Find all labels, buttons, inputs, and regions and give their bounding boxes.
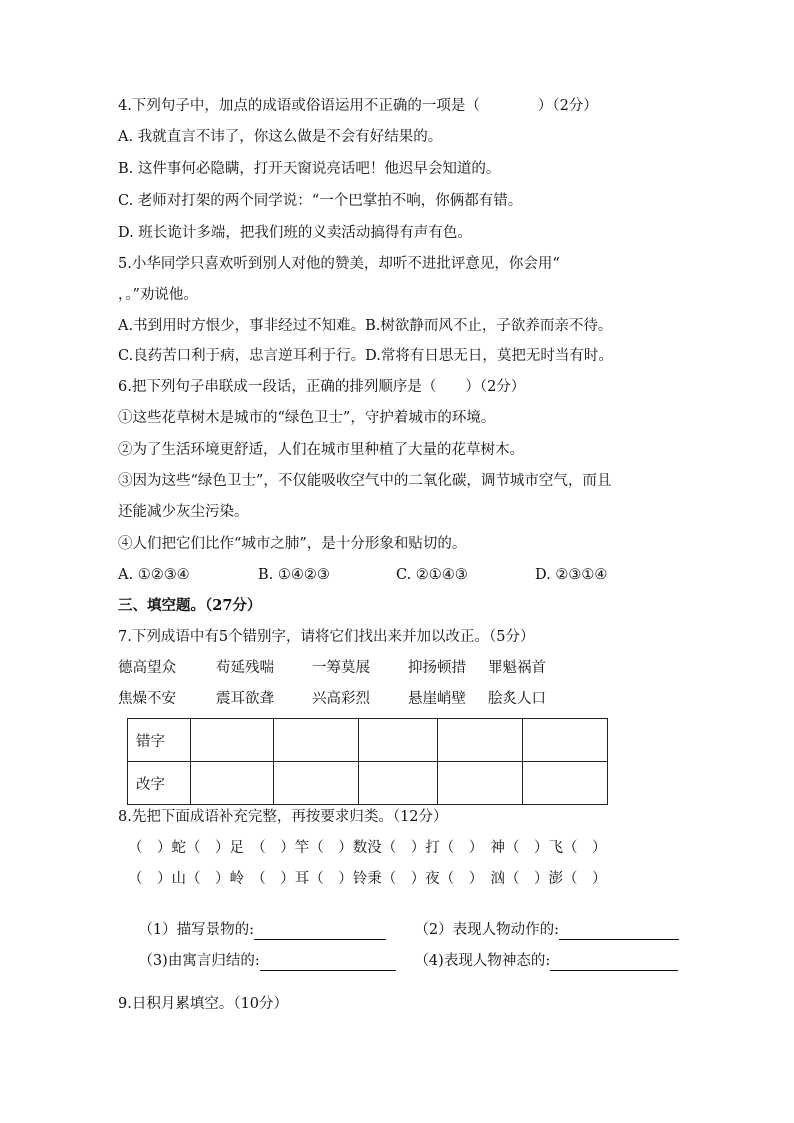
q7-idiom: 悬崖峭壁 (408, 691, 466, 707)
q4-option-d: D. 班长诡计多端，把我们班的义卖活动搞得有声有色。 (118, 225, 472, 241)
q7-idiom: 脍炙人口 (488, 691, 546, 707)
answer-cell[interactable] (359, 762, 438, 805)
answer-cell[interactable] (438, 762, 523, 805)
answer-cell[interactable] (274, 719, 359, 762)
category-3-label: （3)由寓言归结的: (138, 953, 260, 969)
q6-sentence-2: ②为了生活环境更舒适，人们在城市里种植了大量的花草树木。 (118, 442, 524, 458)
q9-stem: 9.日积月累填空。（10分） (118, 996, 289, 1012)
q7-idiom: 兴高彩烈 (312, 691, 370, 707)
q7-idiom: 焦燥不安 (118, 691, 176, 707)
table-row (128, 719, 608, 762)
q4-stem: 4.下列句子中，加点的成语或俗语运用不正确的一项是（ ）（2分） (118, 98, 598, 114)
q5-options-line2: C.良药苦口利于病，忠言逆耳利于行。D.常将有日思无日，莫把无时当有时。 (118, 348, 613, 364)
answer-cell[interactable] (274, 762, 359, 805)
q7-idiom: 德高望众 (118, 660, 176, 676)
q8-stem: 8.先把下面成语补充完整，再按要求归类。（12分） (118, 809, 448, 825)
answer-cell[interactable] (523, 719, 608, 762)
answer-cell[interactable] (191, 719, 274, 762)
wrong-char-label: 错字 (128, 719, 191, 762)
answer-blank[interactable] (550, 956, 678, 971)
category-4-label: （4)表现人物神态的: (414, 953, 551, 969)
answer-cell[interactable] (359, 719, 438, 762)
q6-sentence-4: ④人们把它们比作“城市之肺”，是十分形象和贴切的。 (118, 536, 467, 552)
q5-options-line1: A.书到用时方恨少，事非经过不知难。B.树欲静而风不止，子欲养而亲不待。 (118, 318, 613, 334)
q6-option-c: C. ②①④③ (396, 567, 468, 583)
q7-idiom: 震耳欲聋 (216, 691, 274, 707)
q6-option-b: B. ①④②③ (258, 567, 330, 583)
q7-idiom: 苟延残喘 (216, 660, 274, 676)
q6-sentence-3-line2: 还能减少灰尘污染。 (118, 504, 249, 520)
category-2-label: （2）表现人物动作的: (414, 922, 560, 938)
q4-option-a: A. 我就直言不讳了，你这么做是不会有好结果的。 (118, 129, 443, 145)
q6-sentence-3-line1: ③因为这些“绿色卫士”，不仅能吸收空气中的二氧化碳，调节城市空气，而且 (118, 473, 612, 489)
q7-idiom: 一筹莫展 (312, 660, 370, 676)
table-row (128, 762, 608, 805)
q5-stem-line1: 5.小华同学只喜欢听到别人对他的赞美，却听不进批评意见，你会用“ (118, 256, 560, 272)
section-heading: 三、填空题。（27分） (118, 597, 262, 614)
q6-option-d: D. ②③①④ (535, 567, 608, 583)
answer-cell[interactable] (191, 762, 274, 805)
q8-category-4 (396, 931, 678, 991)
answer-cell[interactable] (438, 719, 523, 762)
q7-idiom: 罪魁祸首 (488, 660, 546, 676)
q7-idiom: 抑扬顿措 (408, 660, 466, 676)
q5-stem-line2: ，。”劝说他。 (118, 287, 198, 303)
q4-option-c: C. 老师对打架的两个同学说：“一个巴掌拍不响，你俩都有错。 (118, 193, 523, 209)
q8-idioms-line2: （ ）山（ ）岭 （ ）耳（ ）铃秉（ ）夜（ ） 汹（ ）澎（ ） (128, 871, 607, 887)
answer-blank[interactable] (260, 956, 396, 971)
corrected-char-label: 改字 (128, 762, 191, 805)
q6-option-a: A. ①②③④ (118, 567, 190, 583)
answer-cell[interactable] (523, 762, 608, 805)
category-1-label: （1）描写景物的: (138, 922, 255, 938)
q8-idioms-line1: （ ）蛇（ ）足 （ ）竿（ ）数没（ ）打（ ） 神（ ）飞（ ） (128, 840, 607, 856)
q4-option-b: B. 这件事何必隐瞒，打开天窗说亮话吧！他迟早会知道的。 (118, 161, 501, 177)
q6-stem: 6.把下列句子串联成一段话，正确的排列顺序是（ ）（2分） (118, 379, 526, 395)
q6-sentence-1: ①这些花草树木是城市的“绿色卫士”，守护着城市的环境。 (118, 410, 496, 426)
q8-category-3 (120, 931, 396, 991)
q7-stem: 7.下列成语中有5个错别字，请将它们找出来并加以改正。（5分） (118, 629, 535, 645)
correction-table (127, 718, 608, 805)
